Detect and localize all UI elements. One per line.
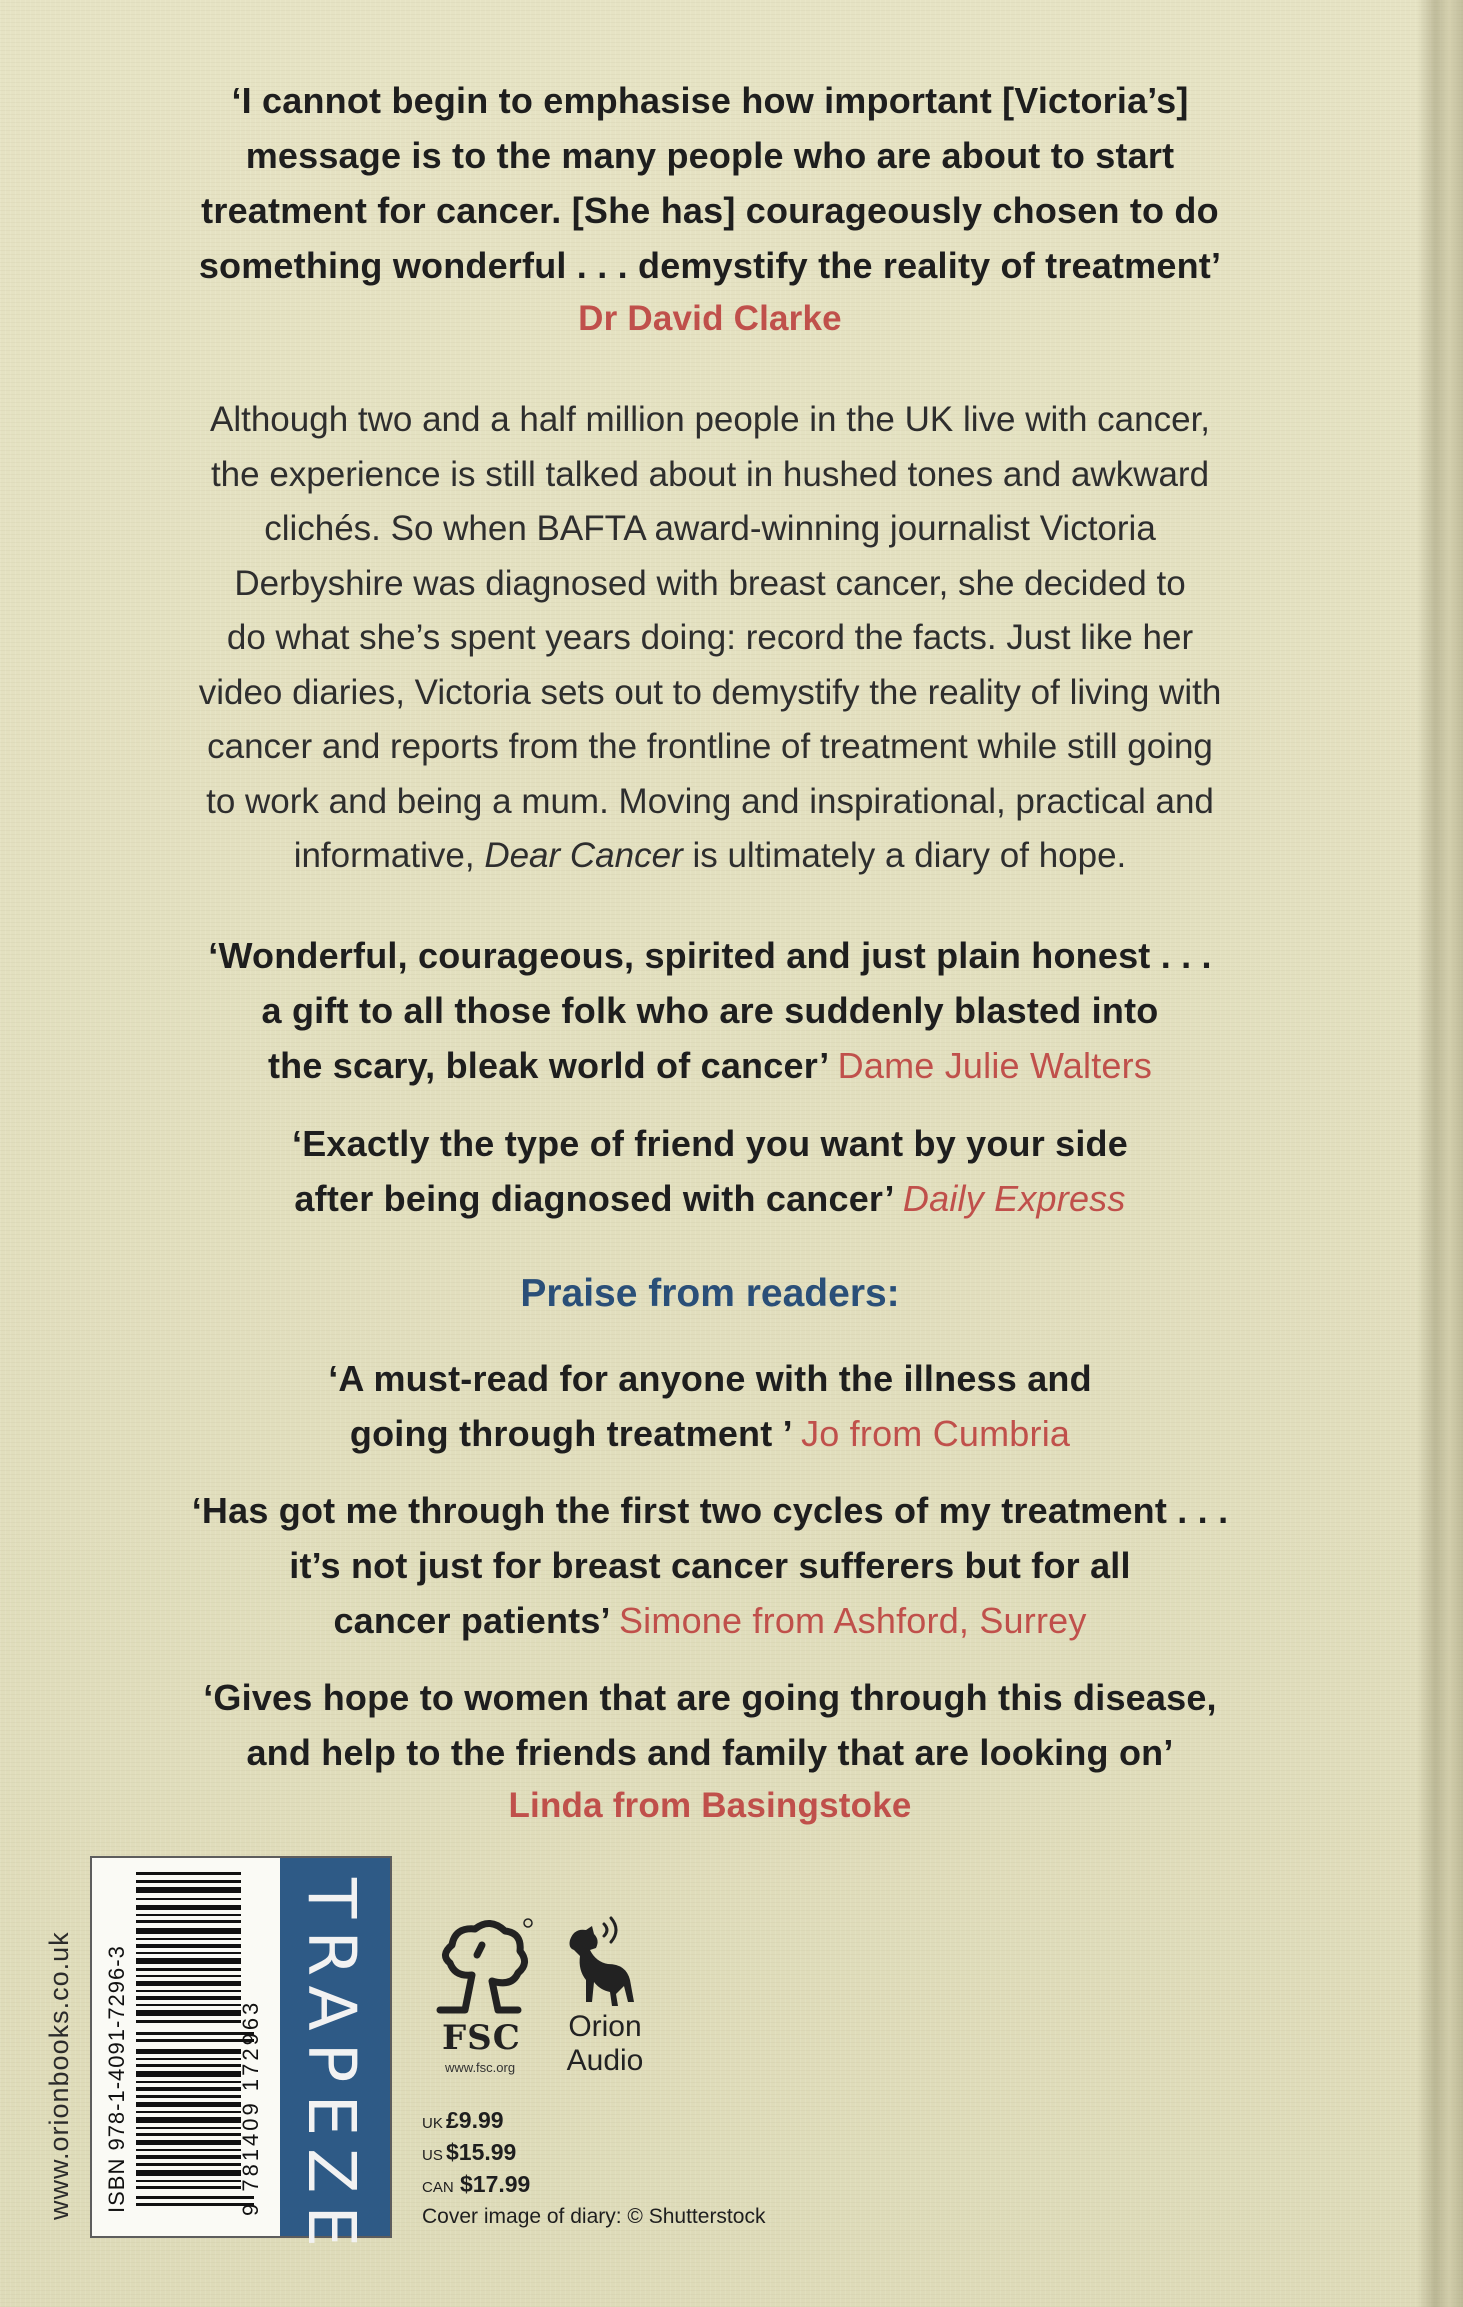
cover-credit: Cover image of diary: © Shutterstock [422,2205,766,2228]
fsc-url: www.fsc.org [445,2060,516,2075]
quote-line: ‘A must-read for anyone with the illness and [328,1358,1092,1399]
imprint-name: TRAPEZE [293,1878,370,2260]
quote-text: after being diagnosed with cancer’ [294,1178,893,1219]
book-title: Dear Cancer [484,836,683,875]
quote-julie-walters [110,928,1310,1093]
quote-line: something wonderful . . . demystify the reality of treatment’ [198,245,1222,286]
blurb-line: clichés. So when BAFTA award-winning journalist Victoria [264,509,1156,548]
barcode-digits [238,1856,264,2234]
blurb-line: video diaries, Victoria sets out to demystify the reality of living with [198,672,1222,712]
blurb-line: cancer and reports from the frontline of treatment while still going [207,727,1213,766]
website-text: www.orionbooks.co.uk [44,1931,74,2220]
quote-attribution: Daily Express [902,1178,1126,1219]
price-value: $15.99 [446,2139,517,2165]
price-row [422,2106,530,2138]
price-list [422,2106,530,2202]
price-row [422,2138,530,2170]
blurb-line: to work and being a mum. Moving and inspirational, practical and [206,781,1214,821]
quote-line: ‘Has got me through the first two cycles of my treatment . . . [191,1490,1229,1531]
reader-quote-simone [110,1483,1310,1648]
quote-line: message is to the many people who are about to start [245,135,1175,176]
orion-label-line: Orion [568,2010,642,2043]
quote-daily-express [110,1116,1310,1226]
blurb-line: the experience is still talked about in hushed tones and awkward [210,454,1210,494]
quote-line: and help to the friends and family that are looking on’ [246,1732,1174,1773]
spine-edge [1417,0,1463,2307]
blurb-text: informative, [293,836,485,875]
quote-line: treatment for cancer. [She has] courageously chosen to do [201,190,1219,231]
price-row [422,2170,530,2202]
quote-attribution: Jo from Cumbria [801,1413,1071,1454]
publisher-website [44,1880,78,2220]
quote-attribution: Dame Julie Walters [837,1045,1153,1086]
price-value: $17.99 [460,2171,531,2197]
fsc-label: FSC [442,2018,521,2058]
price-currency: US [422,2147,443,2164]
trapeze-logo [280,1856,392,2260]
book-blurb [110,393,1310,884]
blurb-text: is ultimately a diary of hope. [682,836,1127,875]
reader-quote-linda [110,1670,1310,1832]
price-currency: UK [422,2115,443,2132]
blurb-line [110,829,1310,884]
isbn-text: ISBN 978-1-4091-7296-3 [104,1945,129,2213]
quote-david-clarke [110,73,1310,345]
quote-line: ‘I cannot begin to emphasise how important [Victoria’s] [231,80,1189,121]
quote-line: a gift to all those folk who are suddenly blasted into [261,990,1159,1031]
orion-label-line: Audio [566,2044,644,2077]
quote-line: ‘Wonderful, courageous, spirited and just plain honest . . . [208,935,1212,976]
quote-line [110,1406,1310,1461]
quote-text: going through treatment ’ [349,1413,791,1454]
quote-line [110,1038,1310,1093]
quote-text: the scary, bleak world of cancer’ [267,1045,828,1086]
quote-line: ‘Gives hope to women that are going through this disease, [203,1677,1217,1718]
quote-attribution: Simone from Ashford, Surrey [618,1600,1087,1641]
blurb-line: Derbyshire was diagnosed with breast cancer, she decided to [234,563,1186,603]
price-value: £9.99 [446,2107,504,2133]
blurb-line: Although two and a half million people in the UK live with cancer, [209,400,1211,439]
quote-line [110,1171,1310,1226]
quote-line: it’s not just for breast cancer sufferers but for all [289,1545,1131,1586]
quote-attribution: Dr David Clarke [578,299,842,338]
orion-audio-label [560,2010,650,2078]
quote-line: ‘Exactly the type of friend you want by your side [292,1123,1128,1164]
quote-line [110,1593,1310,1648]
barcode-digits-text: 9 781409 172963 [238,1999,263,2216]
quote-text: cancer patients’ [333,1600,609,1641]
price-currency: CAN [422,2179,454,2196]
isbn-label [104,1858,134,2236]
orion-audio-dog-icon [556,1910,646,2020]
praise-heading: Praise from readers: [520,1272,900,1315]
blurb-line: do what she’s spent years doing: record the facts. Just like her [226,618,1194,657]
reader-quote-jo [110,1351,1310,1461]
quote-attribution: Linda from Basingstoke [508,1786,912,1825]
